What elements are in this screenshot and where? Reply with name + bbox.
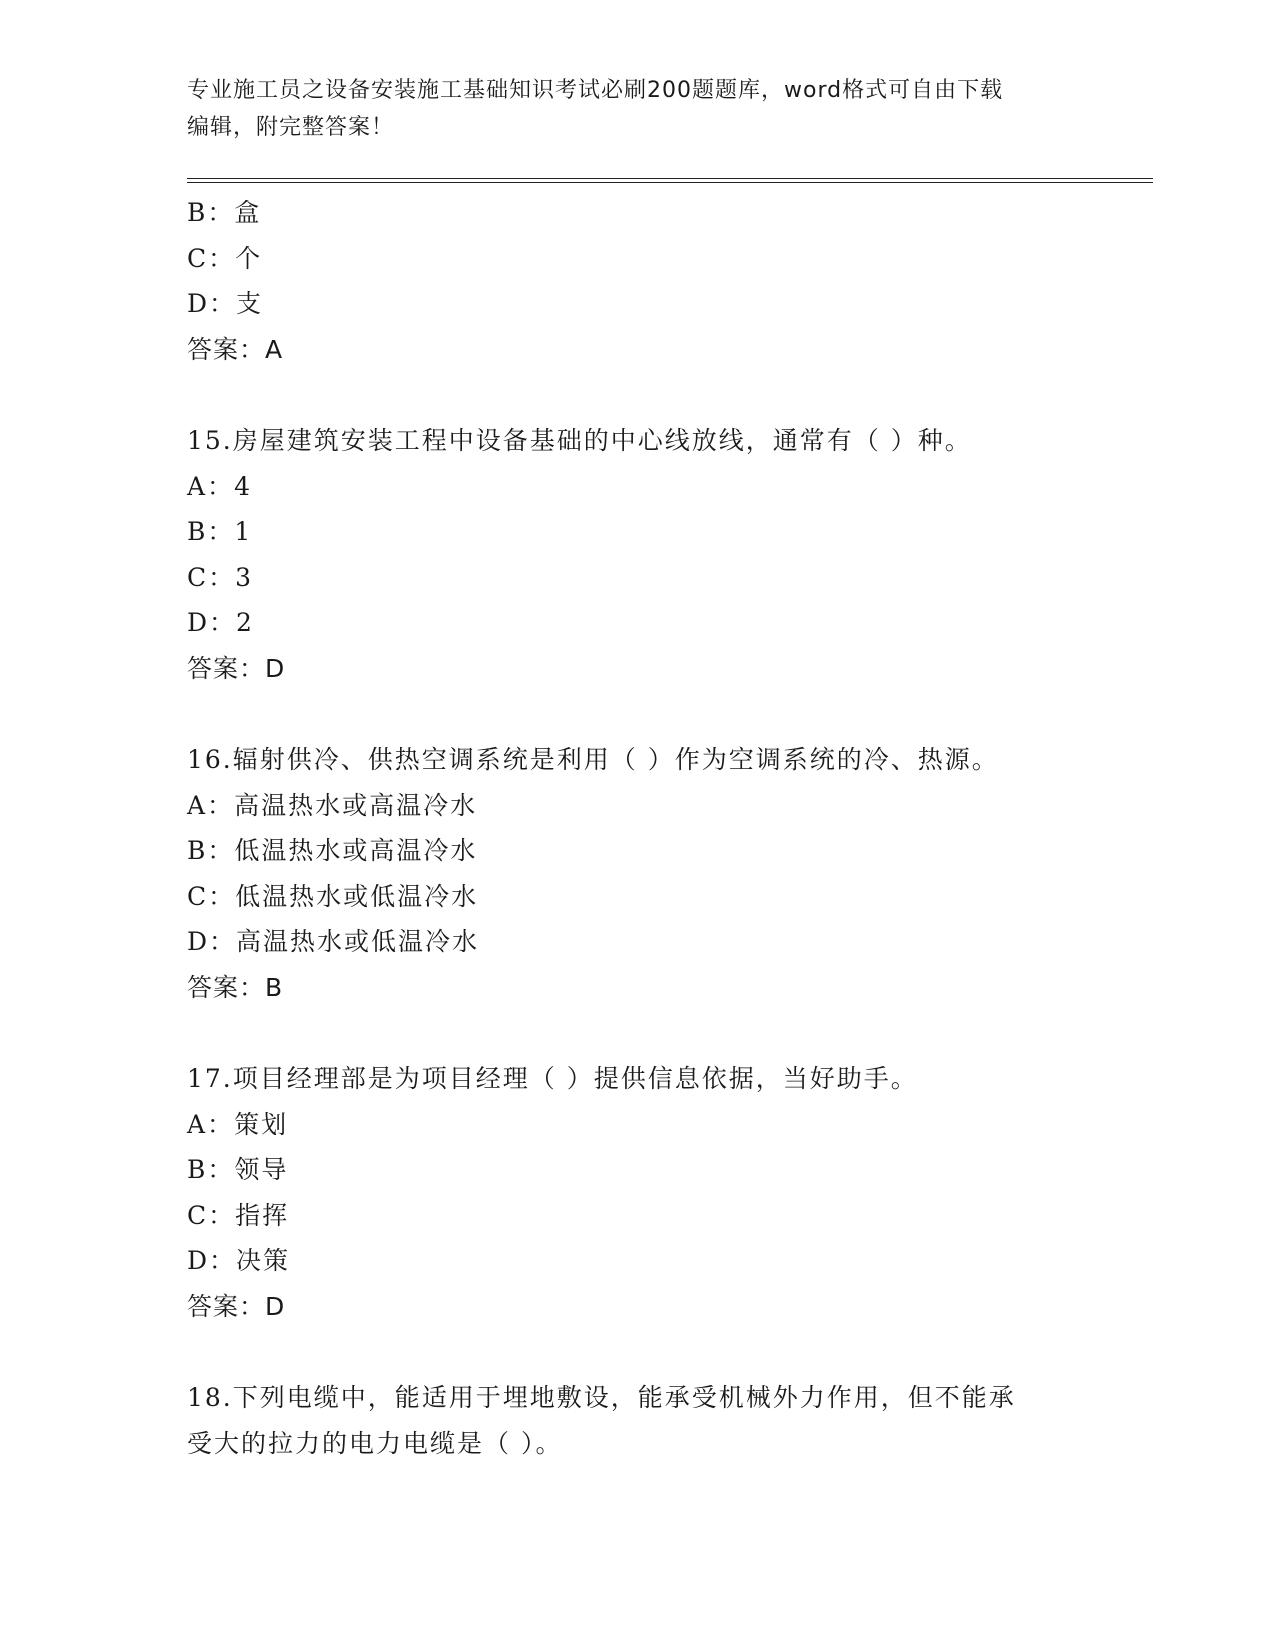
- question-14-continued: [187, 190, 1087, 372]
- option-d: D：支: [187, 289, 264, 318]
- option-a: A：策划: [187, 1109, 289, 1139]
- answer-line: 答案：D: [187, 1291, 286, 1321]
- answer-line: 答案：D: [187, 653, 286, 683]
- document-body: [187, 190, 1087, 1466]
- header-title-line-1: 专业施工员之设备安装施工基础知识考试必刷200题题库，word格式可自由下载: [187, 78, 1004, 103]
- question-stem: 16.辐射供冷、供热空调系统是利用（ ）作为空调系统的冷、热源。: [187, 745, 999, 774]
- option-b: B：领导: [187, 1155, 289, 1184]
- spacer: [187, 691, 1087, 737]
- option-d: D：高温热水或低温冷水: [187, 927, 480, 956]
- header-divider-bottom: [187, 182, 1153, 183]
- option-c: C：3: [187, 562, 254, 592]
- question-stem-line-1: 18.下列电缆中，能适用于埋地敷设，能承受机械外力作用，但不能承: [187, 1383, 1016, 1412]
- option-b: B：低温热水或高温冷水: [187, 836, 478, 865]
- header-divider-top: [187, 178, 1153, 179]
- spacer: [187, 1329, 1087, 1375]
- spacer: [187, 372, 1087, 418]
- option-d: D：决策: [187, 1246, 291, 1275]
- document-header: [187, 72, 1087, 146]
- spacer: [187, 1010, 1087, 1056]
- question-18: [187, 1375, 1087, 1466]
- option-b: B：1: [187, 517, 253, 546]
- question-16: [187, 737, 1087, 1010]
- answer-line: 答案：B: [187, 972, 284, 1002]
- option-c: C：低温热水或低温冷水: [187, 881, 479, 911]
- option-c: C：指挥: [187, 1200, 290, 1230]
- option-a: A：4: [187, 471, 252, 501]
- answer-line: 答案：A: [187, 334, 284, 364]
- option-c: C：个: [187, 243, 263, 273]
- option-d: D：2: [187, 608, 254, 637]
- option-b: B：盒: [187, 198, 262, 227]
- header-title-line-2: 编辑，附完整答案！: [187, 115, 395, 140]
- question-stem-line-2: 受大的拉力的电力电缆是（ ）。: [187, 1428, 563, 1458]
- question-15: [187, 418, 1087, 691]
- option-a: A：高温热水或高温冷水: [187, 790, 478, 820]
- question-stem: 15.房屋建筑安装工程中设备基础的中心线放线，通常有（ ）种。: [187, 426, 972, 455]
- question-stem: 17.项目经理部是为项目经理（ ）提供信息依据，当好助手。: [187, 1064, 918, 1093]
- question-17: [187, 1056, 1087, 1329]
